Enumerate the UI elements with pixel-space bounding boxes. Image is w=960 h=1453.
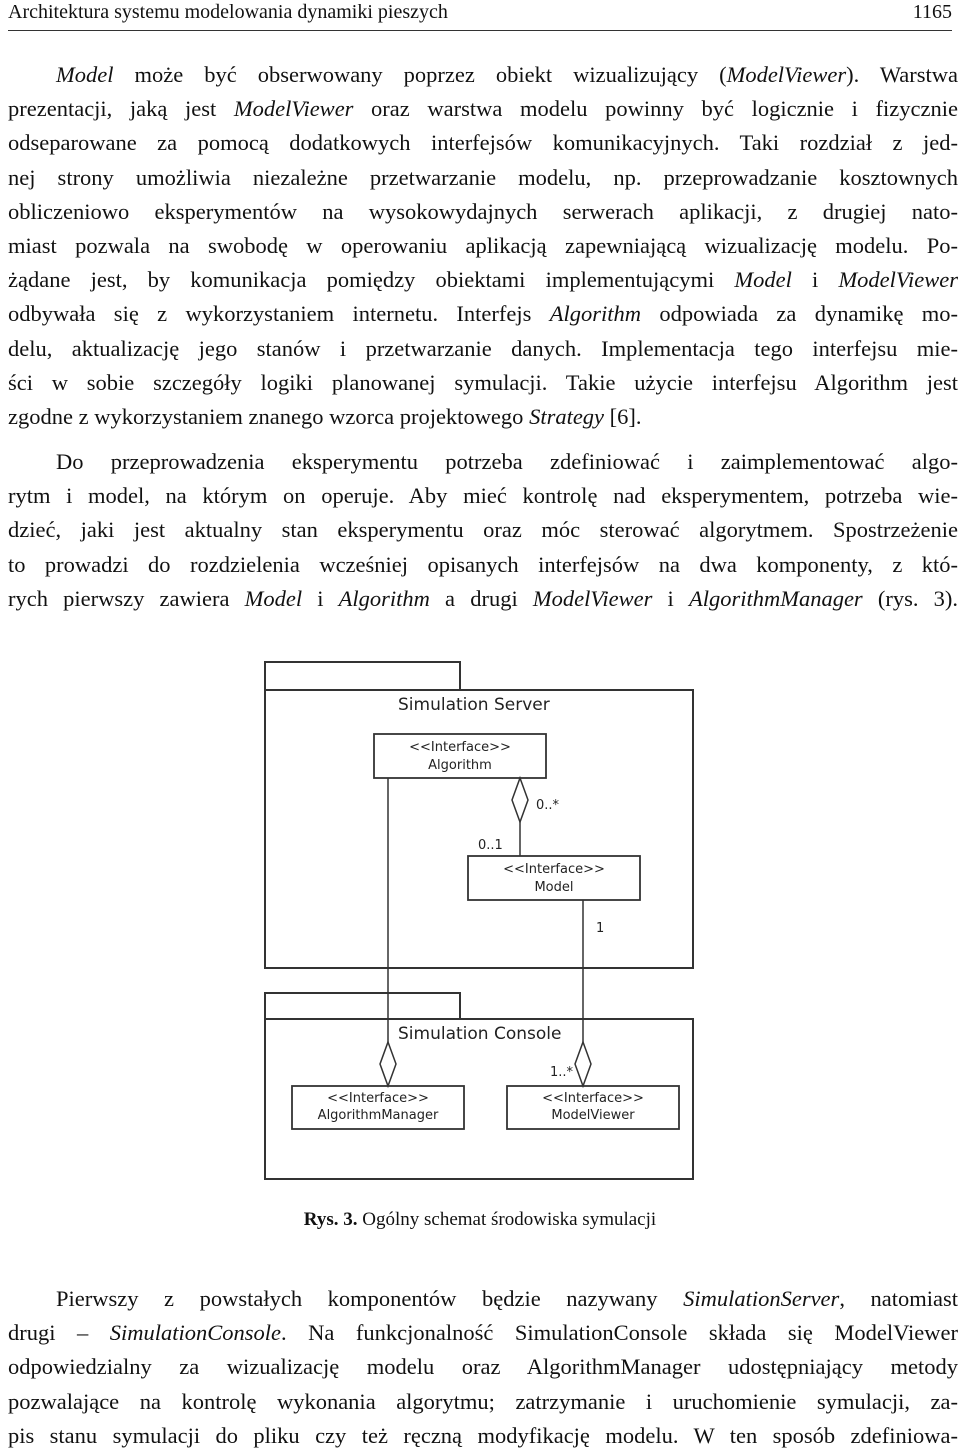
text-run: odpowiedzialny za wizualizację modelu oraz AlgorithmManager udostępniający metody bbox=[8, 1354, 958, 1380]
algorithm-interface bbox=[374, 734, 546, 778]
mult-algorithm-model: 0..* bbox=[536, 798, 560, 813]
text-run: Pierwszy z powstałych komponentów będzie nazywany bbox=[56, 1286, 684, 1311]
italic-term: SimulationServer bbox=[683, 1286, 840, 1311]
italic-term: Model bbox=[734, 267, 792, 293]
caption-label: Rys. 3. bbox=[303, 1209, 358, 1230]
text-run: . Na funkcjonalność SimulationConsole składa się ModelViewer bbox=[281, 1320, 958, 1346]
italic-term: Algorithm bbox=[549, 301, 641, 327]
italic-term: Model bbox=[244, 585, 303, 611]
text-run: , natomiast bbox=[839, 1286, 958, 1311]
italic-term: AlgorithmManager bbox=[688, 585, 863, 611]
mult-model-viewer: 1 bbox=[596, 921, 605, 936]
italic-term: SimulationConsole bbox=[109, 1320, 282, 1346]
mult-viewer: 1..* bbox=[550, 1065, 574, 1080]
text-run: oraz warstwa modelu powinny być logicznie i fizycznie bbox=[353, 96, 958, 122]
text-run: zgodne z wykorzystaniem znanego wzorca projektowego bbox=[8, 404, 530, 430]
model-name: Model bbox=[534, 880, 574, 895]
text-run: rytm i model, na którym on operuje. Aby mieć kontrolę nad eksperymentem, potrzeba wie- bbox=[8, 483, 958, 509]
console-package-title: Simulation Console bbox=[398, 1024, 562, 1044]
text-run: dzieć, jaki jest aktualny stan eksperymentu oraz móc sterować algorytmem. Spostrzeżenie bbox=[8, 517, 958, 543]
text-run: to prowadzi do rozdzielenia wcześniej opisanych interfejsów na dwa komponenty, z któ- bbox=[8, 551, 958, 577]
text-run: odpowiada za dynamikę mo- bbox=[641, 301, 959, 327]
server-package bbox=[265, 662, 693, 968]
text-run: Do przeprowadzenia eksperymentu potrzeba zdefiniować i zaimplementować algo- bbox=[56, 449, 958, 474]
text-line bbox=[8, 1282, 958, 1316]
paragraph-components bbox=[8, 1282, 958, 1453]
manager-name: AlgorithmManager bbox=[317, 1108, 439, 1123]
text-line bbox=[8, 1385, 958, 1419]
model-stereotype: <<Interface>> bbox=[503, 862, 605, 877]
text-run: odseparowane za pomocą dodatkowych interfejsów komunikacyjnych. Taki rozdział z jed- bbox=[8, 130, 958, 156]
italic-term: Model bbox=[56, 62, 114, 87]
model-interface bbox=[468, 856, 640, 900]
figure-caption bbox=[0, 1208, 960, 1232]
text-run: i bbox=[791, 267, 839, 293]
viewer-name: ModelViewer bbox=[551, 1108, 635, 1123]
text-run: a drugi bbox=[429, 585, 533, 611]
text-run: (rys. 3). bbox=[862, 585, 958, 611]
text-line bbox=[8, 1419, 958, 1453]
text-run: delu, aktualizację jego stanów i przetwarzanie danych. Implementacja tego interfejsu mie- bbox=[8, 335, 958, 361]
text-line bbox=[8, 1316, 958, 1350]
text-run: pis stanu symulacji do pliku czy też ręczną modyfikację modelu. W ten sposób zdefiniowa- bbox=[8, 1422, 958, 1448]
text-line bbox=[8, 1350, 958, 1384]
caption-text: Ogólny schemat środowiska symulacji bbox=[357, 1209, 657, 1230]
header-title: Architektura systemu modelowania dynamiki pieszych bbox=[8, 1, 448, 23]
viewer-stereotype: <<Interface>> bbox=[542, 1091, 644, 1106]
text-run: drugi – bbox=[8, 1320, 110, 1346]
italic-term: ModelViewer bbox=[838, 267, 958, 293]
text-run: odbywała się z wykorzystaniem internetu. Interfejs bbox=[8, 301, 550, 327]
text-run: może być obserwowany poprzez obiekt wizualizujący ( bbox=[113, 62, 727, 87]
text-run: rych pierwszy zawiera bbox=[8, 585, 245, 611]
mult-model-algorithm: 0..1 bbox=[478, 838, 503, 853]
text-run: miast pozwala na swobodę w operowaniu aplikacją zapewniającą wizualizację modelu. Po- bbox=[8, 233, 958, 259]
text-run: i bbox=[302, 585, 339, 611]
page-number: 1165 bbox=[912, 1, 952, 23]
model-viewer-interface bbox=[507, 1086, 679, 1129]
text-run: żądane jest, by komunikacja pomiędzy obiektami implementującymi bbox=[8, 267, 735, 293]
italic-term: Strategy bbox=[529, 404, 605, 430]
italic-term: ModelViewer bbox=[233, 96, 354, 122]
algorithm-name: Algorithm bbox=[428, 758, 492, 773]
algorithm-stereotype: <<Interface>> bbox=[409, 740, 511, 755]
text-run: prezentacji, jaką jest bbox=[8, 96, 234, 122]
server-package-title: Simulation Server bbox=[398, 695, 550, 715]
italic-term: ModelViewer bbox=[532, 585, 653, 611]
algorithm-manager-interface bbox=[292, 1086, 464, 1129]
text-run: ). Warstwa bbox=[846, 62, 958, 87]
text-run: i bbox=[652, 585, 689, 611]
text-run: ści w sobie szczegóły logiki planowanej symulacji. Takie użycie interfejsu Algorithm jest bbox=[8, 369, 958, 395]
italic-term: ModelViewer bbox=[726, 62, 847, 87]
italic-term: Algorithm bbox=[338, 585, 430, 611]
text-run: pozwalające na kontrolę wykonania algorytmu; zatrzymanie i uruchomienie symulacji, za- bbox=[8, 1388, 958, 1414]
text-run: nej strony umożliwia niezależne przetwarzanie modelu, np. przeprowadzanie kosztownych bbox=[8, 164, 958, 190]
manager-stereotype: <<Interface>> bbox=[327, 1091, 429, 1106]
text-run: [6]. bbox=[604, 404, 642, 430]
text-run: obliczeniowo eksperymentów na wysokowydajnych serwerach aplikacji, z drugiej nato- bbox=[8, 198, 958, 224]
